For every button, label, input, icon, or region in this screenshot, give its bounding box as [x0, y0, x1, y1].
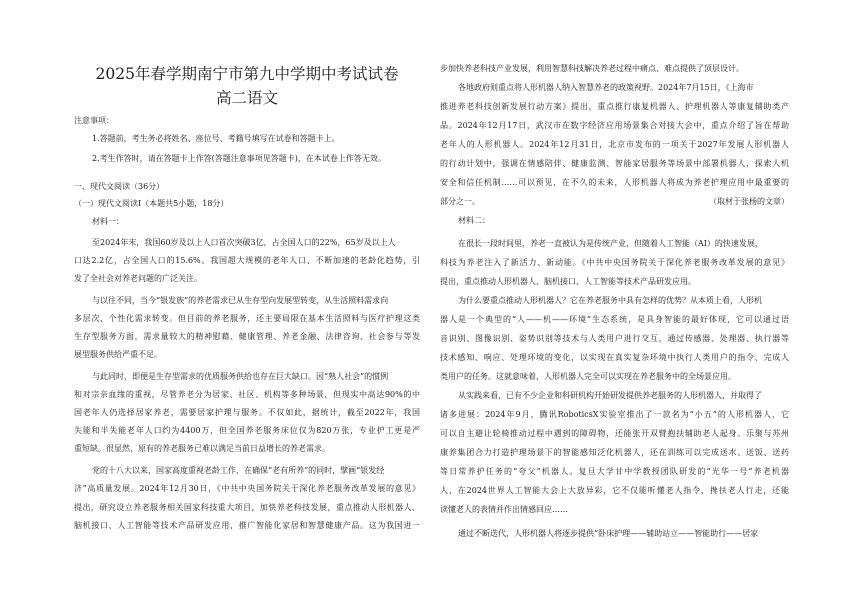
text-line: 技术感知、响应、处理环境的变化，以实现在真实复杂环境中执行人类用户的指令、完成人	[440, 353, 789, 362]
notice-heading: 注意事项：	[74, 116, 114, 125]
text-line: 在很长一段时间里，养老一直被认为是传统产业，但随着人工智能（AI）的快速发展，	[458, 239, 763, 248]
text-line: 步加快养老科技产业发展，利用智慧科技解决养老过程中痛点、难点提供了顶层设计。	[440, 64, 744, 73]
text-line: 音识别、图像识别、姿势识别等技术与人类用户进行交互，通过传感器、处理器、执行器等	[440, 334, 789, 343]
text-line: 人，在2024世界人工智能大会上大放异彩，它不仅能听懂老人指令，搀扶老人行走，还能	[440, 486, 789, 495]
text-line: 党的十八大以来，国家高度重视老龄工作，在确保“老有所养”的同时，擘画“银发经	[92, 466, 385, 475]
text-line: 多层次、个性化需求转变。但目前的养老服务，还主要局限在基本生活照料与医疗护理这类	[74, 314, 420, 323]
text-line: 的行动计划中，强调在情感陪伴、健康监测、智能家居服务等场景中部署机器人，探索人机	[440, 159, 789, 168]
text-line: 科技为养老注入了新活力、新动能。《中共中央国务院关于深化养老服务改革发展的意见》	[440, 258, 789, 267]
text-line: 国老年人仍选择居家养老，需要居家护理与服务。不仅如此，据统计，截至2022年，我国	[74, 408, 420, 417]
text-line: 口达2.2亿，占全国人口的15.6%。我国超大规模的老年人口、不断加速的老龄化趋势，引	[74, 256, 420, 265]
text-line: 通过不断迭代，人形机器人将逐步提供“卧床护理——辅助站立——智能助行——居家	[458, 529, 759, 538]
text-line: 等日常养护任务的“夸父”机器人。复旦大学甘中学教授团队研发的“光华一号”养老机器	[440, 467, 789, 476]
text-line: 类用户的任务。这就意味着，人形机器人完全可以实现在养老服务中的全场景应用。	[440, 372, 736, 381]
text-line: 可以自主避让轮椅推动过程中遇到的障碍物，还能张开双臂抱扶辅助老人起身。乐聚与苏州	[440, 429, 789, 438]
text-line: 生存型服务方面，需求量较大的精神慰藉、健康管理、养老金融、法律咨询、社会参与等发	[74, 332, 420, 341]
text-line: 提出，重点推动人形机器人、脑机接口、人工智能等技术产品研发应用。	[440, 277, 696, 286]
text-line: 重短缺。很显然，原有的养老服务已难以满足当前日益增长的养老需求。	[74, 444, 330, 453]
text-line: 器人是一个典型的“人——机——环境”生态系统，是具身智能的最好体现，它可以通过语	[440, 315, 789, 324]
text-line: 品。2024年12月17日，武汉市在数字经济应用场景集合对接大会中，重点介绍了旨在帮助	[440, 121, 789, 130]
text-line: 提出，研究设立养老服务相关国家科技重大项目，加快养老科技发展，重点推动人形机器人、	[74, 503, 420, 512]
text-line: 与以往不同，当今“银发族”的养老需求已从生存型向发展型转变，从生活照料需求向	[92, 296, 389, 305]
text-line: 各地政府则重点将人形机器人纳入智慧养老的政策视野。2024年7月15日，《上海市	[458, 83, 754, 92]
material-1-label: 材料一：	[92, 217, 124, 226]
notice-item-2: 2.考生作答时，请在答题卡上作答(答题注意事项见答题卡)，在本试卷上作答无效。	[92, 154, 386, 163]
text-line: 从实践来看，已有不少企业和科研机构开始研发提供养老服务的人形机器人，并取得了	[458, 391, 762, 400]
text-line: 展型服务供给严重不足。	[74, 350, 162, 359]
text-line: 安全和信任机制……可以预见，在不久的未来，人形机器人将成为养老护理应用中最重要的	[440, 178, 789, 187]
text-line: 推进养老科技创新发展行动方案》提出，重点推行康复机器人、护理机器人等康复辅助类产	[440, 102, 789, 111]
text-line: 脑机接口、人工智能等技术产品研发应用，推广智能化家居和智慧健康产品。这为我国进一	[74, 521, 420, 530]
text-line: 部分之一。	[440, 197, 480, 206]
text-line: 发了全社会对养老问题的广泛关注。	[74, 274, 202, 283]
text-line: 失能和半失能老年人口约为4400万，但全国养老服务床位仅为820万张，专业护工更是严	[74, 426, 420, 435]
text-line: 济”高质量发展。2024年12月30日，《中共中央国务院关于深化养老服务改革发展的意见》	[74, 484, 420, 493]
material-2-label: 材料二：	[458, 216, 490, 225]
text-line: 为什么要重点推动人形机器人？它在养老服务中具有怎样的优势？从本质上看，人形机	[458, 296, 762, 305]
notice-item-1: 1.答题前，考生务必将姓名、座位号、考籍号填写在试卷和答题卡上。	[92, 134, 340, 143]
text-line: 至2024年末，我国60岁及以上人口首次突破3亿，占全国人口的22%，65岁及以上人	[92, 238, 396, 247]
text-line: 诸多进展：2024年9月，腾讯RoboticsX实验室推出了一款名为“小五”的人形机器人，它	[440, 410, 789, 419]
section-subheading: （一）现代文阅读Ⅰ（本题共5小题，18分）	[74, 199, 229, 208]
text-line: 康养集团合力打造护理场景下的智能感知泛化机器人，还在训练可以完成送水、送饭、送药	[440, 448, 789, 457]
text-line: 和对宗亲血缘的重视，尽管养老分为居家、社区、机构等多种场景，但现实中高达90%的中	[74, 390, 420, 399]
text-line: 老年人的人形机器人。2024年12月31日，北京市发布的一项关于2027年发展人形机器人	[440, 140, 789, 149]
text-line: 与此同时，即便是生存型需求的优质服务供给也存在巨大缺口。因“熟人社会”的惯例	[92, 372, 389, 381]
source-note: （取材于张杨的文章）	[709, 197, 789, 206]
exam-title: 2025年春学期南宁市第九中学期中考试试卷	[95, 65, 399, 83]
text-line: 读懂老人的表情并作出情感回应……	[440, 505, 568, 514]
section-heading: 一、现代文阅读（36分）	[74, 182, 165, 191]
exam-subtitle: 高二语文	[215, 89, 278, 107]
